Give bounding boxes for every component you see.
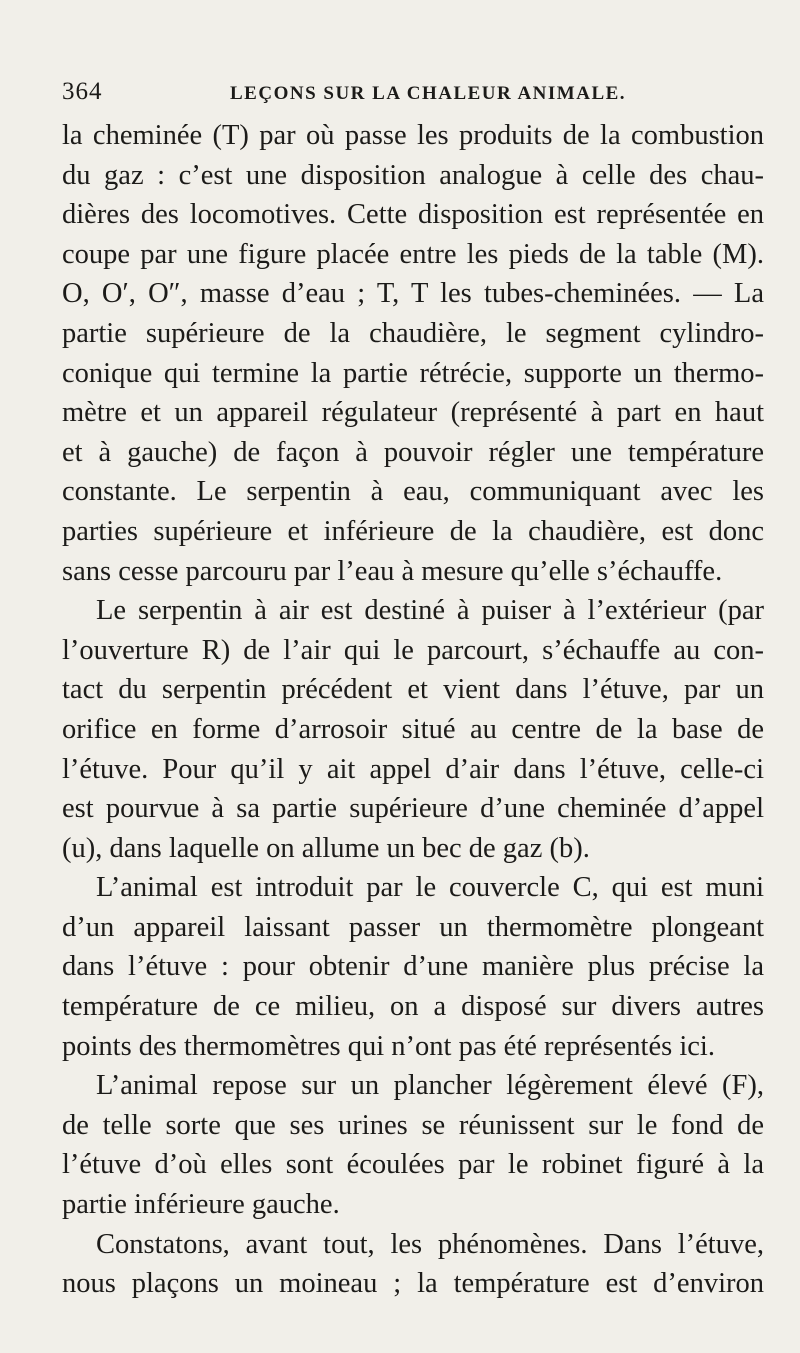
text-line: dières des locomotives. Cette disposition est représentée en xyxy=(62,199,764,231)
text-line: et à gauche) de façon à pouvoir régler une température xyxy=(62,436,764,468)
text-line: température de ce milieu, on a disposé sur divers autres xyxy=(62,991,764,1023)
text-line: L’animal repose sur un plancher légèrement élevé (F), xyxy=(96,1070,764,1102)
running-head xyxy=(62,78,764,110)
text-line: parties supérieure et inférieure de la chaudière, est donc xyxy=(62,515,764,547)
text-line: tact du serpentin précédent et vient dans l’étuve, par un xyxy=(62,674,764,706)
text-line: conique qui termine la partie rétrécie, supporte un thermo- xyxy=(62,357,764,389)
text-line: constante. Le serpentin à eau, communiquant avec les xyxy=(62,476,764,508)
text-line: nous plaçons un moineau ; la température est d’environ xyxy=(62,1268,764,1300)
text-line: orifice en forme d’arrosoir situé au centre de la base de xyxy=(62,713,764,745)
text-line: sans cesse parcouru par l’eau à mesure qu’elle s’échauffe. xyxy=(62,555,723,587)
text-line: Constatons, avant tout, les phénomènes. Dans l’étuve, xyxy=(96,1228,764,1260)
text-line: du gaz : c’est une disposition analogue à celle des chau- xyxy=(62,159,764,191)
running-title: LEÇONS SUR LA CHALEUR ANIMALE. xyxy=(230,83,627,104)
text-line: mètre et un appareil régulateur (représenté à part en haut xyxy=(62,397,764,429)
text-line: de telle sorte que ses urines se réunissent sur le fond de xyxy=(62,1109,764,1141)
text-line: partie inférieure gauche. xyxy=(62,1189,340,1221)
text-line: dans l’étuve : pour obtenir d’une manière plus précise la xyxy=(62,951,764,983)
text-line: (u), dans laquelle on allume un bec de gaz (b). xyxy=(62,832,590,864)
text-line: coupe par une figure placée entre les pieds de la table (M). xyxy=(62,238,764,270)
text-line: l’étuve d’où elles sont écoulées par le robinet figuré à la xyxy=(62,1149,764,1181)
text-line: est pourvue à sa partie supérieure d’une cheminée d’appel xyxy=(62,793,764,825)
text-line: d’un appareil laissant passer un thermomètre plongeant xyxy=(62,911,764,943)
text-line: l’ouverture R) de l’air qui le parcourt, s’échauffe au con- xyxy=(62,634,764,666)
text-line: Le serpentin à air est destiné à puiser à l’extérieur (par xyxy=(96,595,764,627)
text-line: partie supérieure de la chaudière, le segment cylindro- xyxy=(62,317,764,349)
text-line: points des thermomètres qui n’ont pas été représentés ici. xyxy=(62,1030,715,1062)
text-line: l’étuve. Pour qu’il y ait appel d’air dans l’étuve, celle-ci xyxy=(62,753,764,785)
text-line: la cheminée (T) par où passe les produits de la combustion xyxy=(62,120,764,151)
body-text xyxy=(62,116,764,1304)
text-line: L’animal est introduit par le couvercle C, qui est muni xyxy=(96,872,764,904)
text-line: O, O′, O″, masse d’eau ; T, T les tubes-cheminées. — La xyxy=(62,278,764,310)
page-number: 364 xyxy=(62,78,103,105)
